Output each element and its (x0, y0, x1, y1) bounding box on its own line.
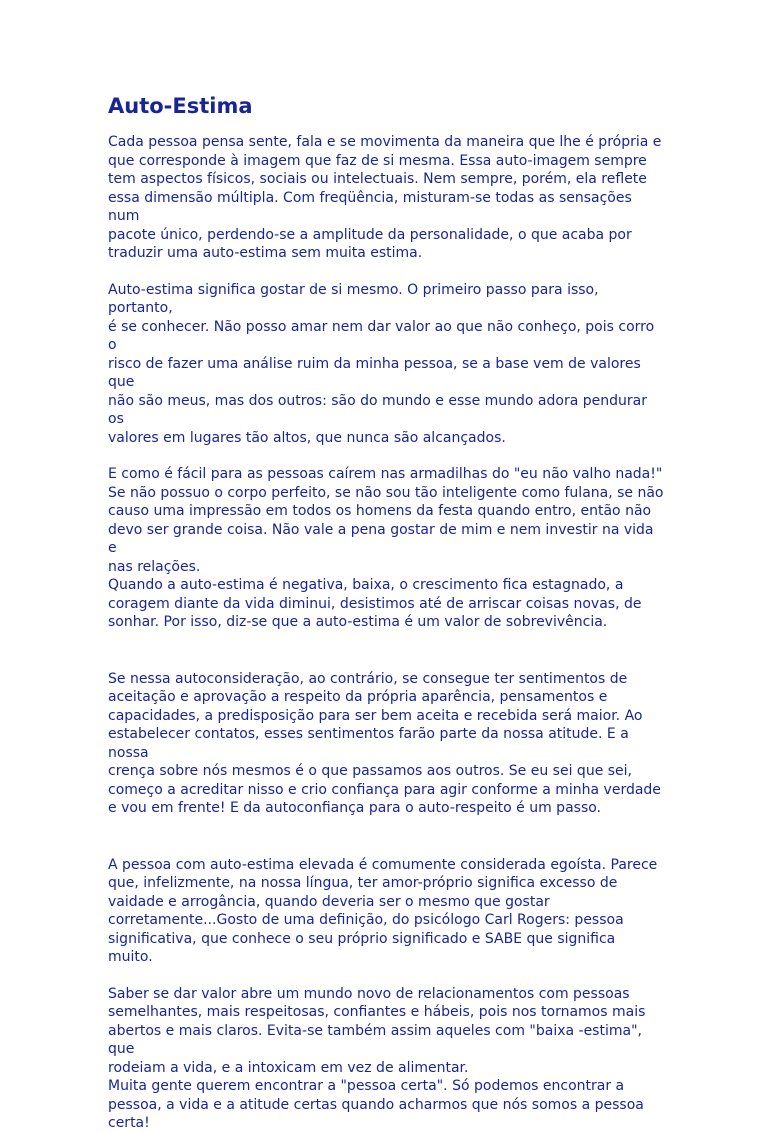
paragraph-4: Se nessa autoconsideração, ao contrário, se consegue ter sentimentos de aceitação e aprovação a respeito da própria aparência, pensamentos e capacidades, a predisposição para ser bem aceita e recebida será maior. Ao estabelecer contatos, esses sentimentos farão parte da nossa atitude. E a nossa crença sobre nós mesmos é o que passamos aos outros. Se eu sei que sei, começo a acreditar nisso e crio confiança para agir conforme a minha verdade e vou em frente! E da autoconfiança para o auto-respeito é um passo. (108, 670, 661, 816)
document-page (108, 93, 664, 1133)
paragraph-1: Cada pessoa pensa sente, fala e se movimenta da maneira que lhe é própria e que corresponde à imagem que faz de si mesma. Essa auto-imagem sempre tem aspectos físicos, sociais ou intelectuais. Nem sempre, porém, ela reflete essa dimensão múltipla. Com freqüência, misturam-se todas as sensações num pacote único, perdendo-se a amplitude da personalidade, o que acaba por traduzir uma auto-estima sem muita estima. (108, 134, 662, 261)
paragraph-spacer (108, 818, 664, 856)
paragraph-6: Saber se dar valor abre um mundo novo de relacionamentos com pessoas semelhantes, mais respeitosas, confiantes e hábeis, pois nos tornamos mais abertos e mais claros. Evita-se também assim aqueles com "baixa -estima", que rodeiam a vida, e a intoxicam em vez de alimentar. Muita gente querem encontrar a "pessoa certa". Só podemos encontrar a pessoa, a vida e a atitude certas quando acharmos que nós somos a pessoa certa! (108, 985, 646, 1131)
paragraph-5: A pessoa com auto-estima elevada é comumente considerada egoísta. Parece que, infelizmente, na nossa língua, ter amor-próprio significa excesso de vaidade e arrogância, quando deveria ser o mesmo que gostar corretamente...Gosto de uma definição, do psicólogo Carl Rogers: pessoa significativa, que conhece o seu próprio significado e SABE que significa muito. (108, 856, 658, 965)
paragraph-spacer (108, 967, 664, 985)
paragraph-spacer (108, 447, 664, 465)
paragraph-spacer (108, 632, 664, 670)
paragraph-3: E como é fácil para as pessoas caírem nas armadilhas do "eu não valho nada!" Se não possuo o corpo perfeito, se não sou tão inteligente como fulana, se não causo uma impressão em todos os homens da festa quando entro, então não devo ser grande coisa. Não vale a pena gostar de mim e nem investir na vida e nas relações. Quando a auto-estima é negativa, baixa, o crescimento fica estagnado, a coragem diante da vida diminui, desistimos até de arriscar coisas novas, de sonhar. Por isso, diz-se que a auto-estima é um valor de sobrevivência. (108, 466, 664, 630)
paragraph-spacer (108, 263, 664, 281)
paragraph-2: Auto-estima significa gostar de si mesmo. O primeiro passo para isso, portanto, é se conhecer. Não posso amar nem dar valor ao que não conheço, pois corro o risco de fazer uma análise ruim da minha pessoa, se a base vem de valores que não são meus, mas dos outros: são do mundo e esse mundo adora pendurar os valores em lugares tão altos, que nunca são alcançados. (108, 281, 655, 446)
document-title: Auto-Estima (108, 94, 253, 118)
